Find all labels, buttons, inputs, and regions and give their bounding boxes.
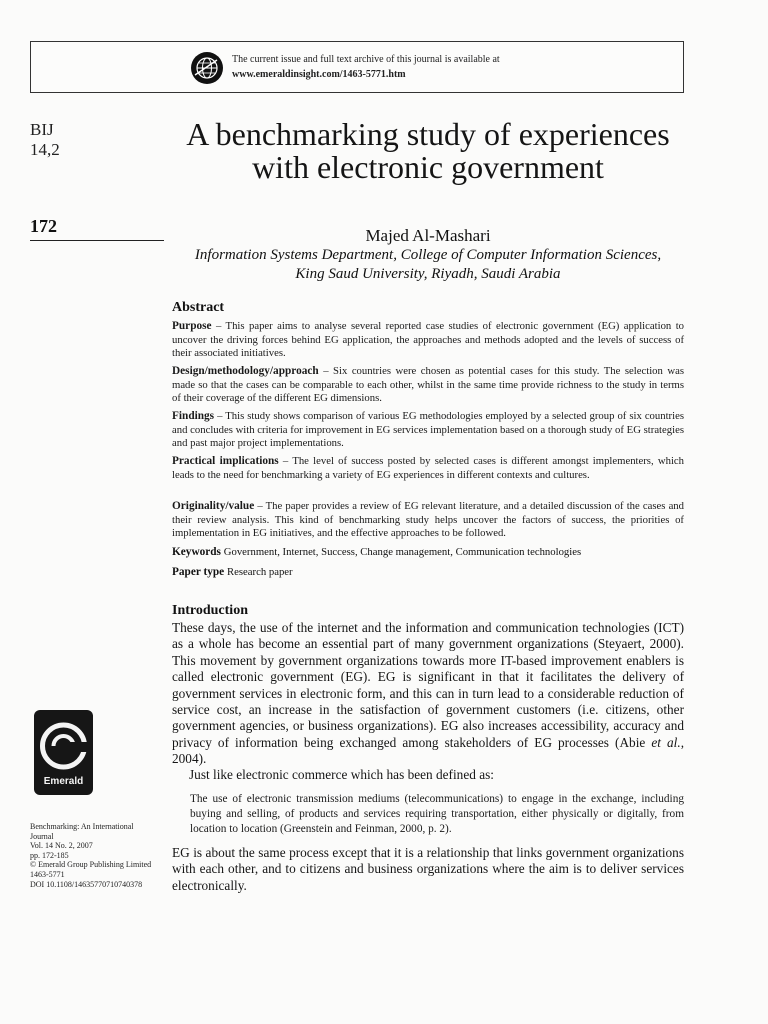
affiliation-line-1: Information Systems Department, College of Computer Information Sciences, bbox=[194, 247, 662, 263]
abstract-purpose bbox=[172, 320, 684, 361]
originality-label: Originality/value bbox=[172, 500, 255, 512]
page-number-rule bbox=[30, 240, 164, 241]
practical-text: – The level of success posted by selected cases is different amongst implementers, which leads to the need for benchmarking a variety of EG experiences in different contexts and cultures. bbox=[172, 455, 684, 481]
citation-line: DOI 10.1108/14635770710740378 bbox=[30, 879, 143, 889]
journal-volume: 14,2 bbox=[30, 140, 60, 159]
citation-line: Journal bbox=[30, 831, 54, 841]
originality-text: – The paper provides a review of EG relevant literature, and a detailed discussion of the cases and their review analysis. This kind of benchmarking study helps uncover the factors of success, the priorities of implementation in EG initiatives, and the effective approaches to be followed. bbox=[172, 500, 684, 539]
abstract-practical bbox=[172, 455, 684, 482]
archive-notice-text bbox=[232, 52, 500, 82]
paper-type bbox=[172, 566, 293, 578]
design-text: – Six countries were chosen as potential cases for this study. The selection was made so that the cases can be comparable to each other, whilst in the same time provide richness to the study in terms of their coverage of the different EG dimensions. bbox=[172, 365, 684, 404]
findings-label: Findings bbox=[172, 410, 215, 422]
design-label: Design/methodology/approach bbox=[172, 365, 319, 377]
abstract-design bbox=[172, 365, 684, 406]
intro-paragraph-1 bbox=[172, 620, 684, 768]
archive-notice-box bbox=[30, 41, 684, 93]
archive-url-link[interactable]: www.emeraldinsight.com/1463-5771.htm bbox=[232, 69, 406, 80]
keywords bbox=[172, 546, 581, 558]
emerald-globe-icon bbox=[190, 51, 224, 85]
article-title: A benchmarking study of experiences with electronic government bbox=[186, 116, 670, 185]
emerald-logo bbox=[34, 710, 93, 795]
purpose-text: – This paper aims to analyse several reported case studies of electronic government (EG) application to uncover the driving forces behind EG application, the approaches and methods adopted and the levels of success of their associated initiatives. bbox=[172, 320, 685, 359]
abstract-findings bbox=[172, 410, 684, 451]
block-quote: The use of electronic transmission mediums (telecommunications) to engage in the exchange, including buying and selling, of products and services requiring transportation, either physically or digitally, from location to location (Greenstein and Feinman, 2000, p. 2). bbox=[190, 793, 684, 835]
citation-line: Benchmarking: An International bbox=[30, 822, 134, 831]
citation-line: pp. 172-185 bbox=[30, 850, 69, 860]
abstract-originality bbox=[172, 500, 684, 541]
intro-para1-etal: et al. bbox=[651, 734, 681, 750]
author-affiliation bbox=[172, 246, 684, 284]
page-number: 172 bbox=[30, 216, 57, 236]
keywords-label: Keywords bbox=[172, 546, 221, 558]
paper-type-label: Paper type bbox=[172, 566, 225, 578]
citation-line: Vol. 14 No. 2, 2007 bbox=[30, 841, 93, 851]
practical-label: Practical implications bbox=[172, 455, 279, 467]
intro-paragraph-3: EG is about the same process except that it is a relationship that links government organizations with each other, and to citizens and business organizations where the aim is to deliver services electronically. bbox=[172, 845, 684, 893]
intro-para1-end: , 2004). bbox=[172, 734, 685, 767]
archive-line: The current issue and full text archive of this journal is available at bbox=[232, 54, 500, 65]
intro-paragraph-2: Just like electronic commerce which has been defined as: bbox=[189, 767, 494, 782]
journal-code bbox=[30, 120, 60, 160]
citation-info bbox=[30, 822, 170, 889]
citation-line: © Emerald Group Publishing Limited bbox=[30, 860, 152, 870]
journal-abbrev: BIJ bbox=[30, 120, 54, 139]
paper-type-text: Research paper bbox=[227, 566, 293, 578]
author-name: Majed Al-Mashari bbox=[365, 226, 491, 245]
abstract-heading: Abstract bbox=[172, 300, 225, 315]
purpose-label: Purpose bbox=[172, 320, 212, 332]
emerald-swirl-icon bbox=[34, 716, 93, 778]
emerald-logo-text: Emerald bbox=[43, 776, 84, 787]
intro-para1-text: These days, the use of the internet and the information and communication technologies (ICT) as a whole has become an essential part of many government organizations (Steyaert, 2000). This movement by government organizations towards more IT-based improvement enablers is called electronic government (EG). EG is significant in that it facilitates the delivery of government services in electronic form, and this can in turn lead to a considerable reduction of service cost, an increase in the satisfaction of government customers (i.e. citizens, other government agencies, or business organizations). EG also increases accessibility, accuracy and privacy of information being exchanged among stakeholders of EG processes (Abie bbox=[172, 620, 684, 750]
affiliation-line-2: King Saud University, Riyadh, Saudi Arabia bbox=[295, 266, 561, 282]
introduction-heading: Introduction bbox=[172, 603, 248, 618]
findings-text: – This study shows comparison of various EG methodologies employed by a selected group of six countries and concludes with criteria for improvement in EG services implementation based on a thorough study of EG strategies and past major project implementations. bbox=[172, 410, 684, 449]
keywords-text: Government, Internet, Success, Change management, Communication technologies bbox=[223, 546, 582, 558]
citation-line: 1463-5771 bbox=[30, 869, 65, 879]
